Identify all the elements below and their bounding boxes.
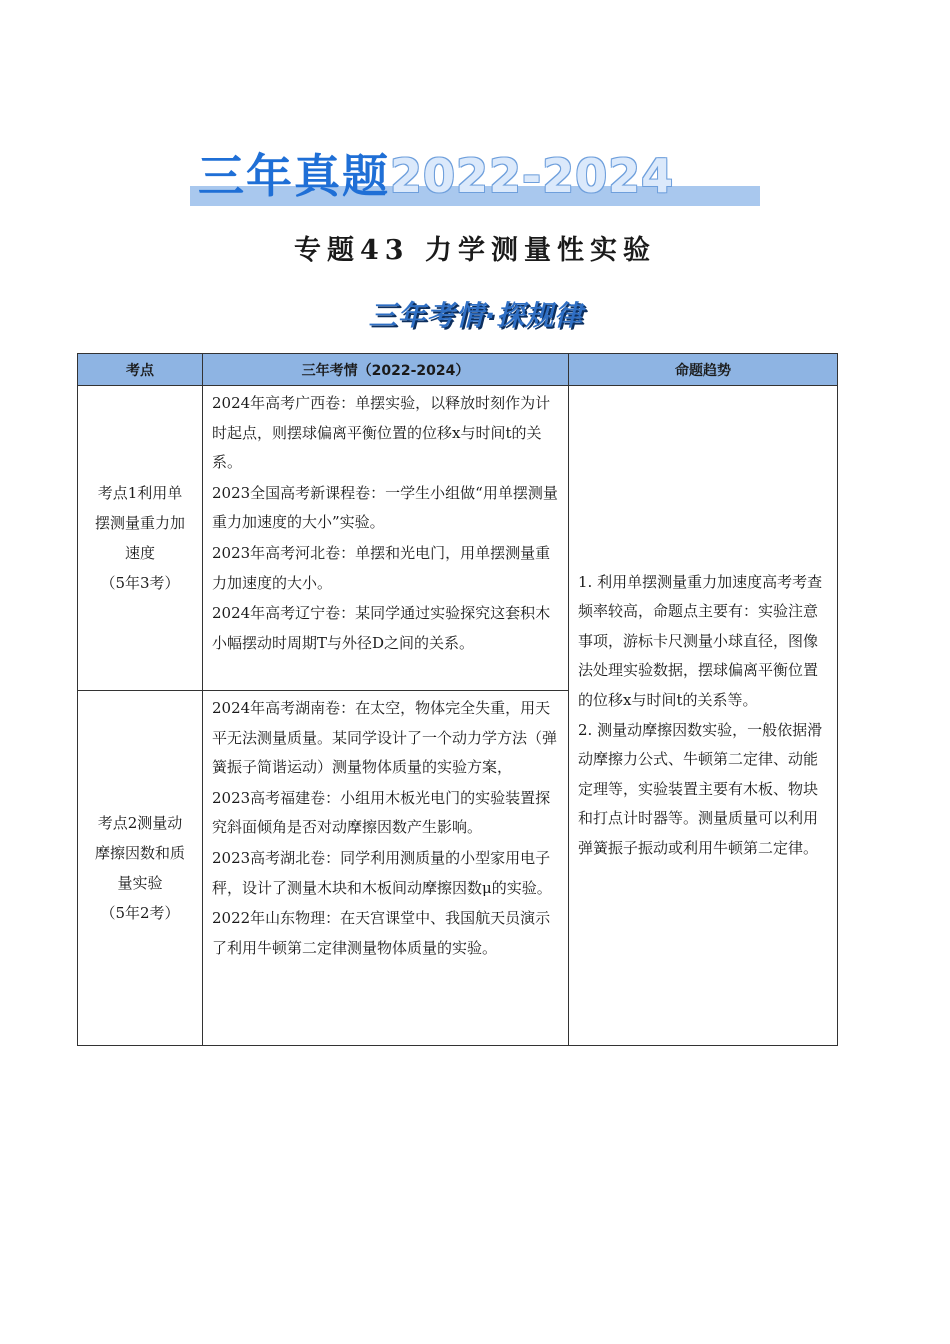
exam-entry: 2024年高考辽宁卷：某同学通过实验探究这套积木小幅摆动时周期T与外径D之间的关系。 (212, 604, 551, 652)
header-exams: 三年考情（2022-2024） (203, 354, 569, 386)
header-point: 考点 (78, 354, 203, 386)
exam-point-line: 考点2测量动 (97, 814, 183, 832)
exam-point-count: （5年3考） (100, 574, 180, 592)
subtitle: 三年考情·探规律 (368, 299, 584, 332)
trend-paragraph: 2. 测量动摩擦因数实验，一般依据滑动摩擦力公式、牛顿第二定律、动能定理等，实验装置主要有木板、物块和打点计时器等。测量质量可以利用弹簧振子振动或利用牛顿第二定律。 (578, 720, 823, 857)
exam-entry: 2024年高考湖南卷：在太空，物体完全失重，用天平无法测量质量。某同学设计了一个动力学方法（弹簧振子简谐运动）测量物体质量的实验方案， (212, 699, 558, 777)
exam-point-line: 速度 (124, 544, 155, 562)
exam-entry: 2023高考湖北卷：同学利用测质量的小型家用电子秤，设计了测量木块和木板间动摩擦因数μ的实验。 (212, 848, 552, 897)
banner-chinese: 三年真题 (198, 149, 390, 203)
exam-point-cell (78, 691, 203, 1046)
topic-title: 专题43 力学测量性实验 (294, 235, 656, 266)
exam-list-cell (203, 386, 569, 691)
table-header-row (78, 354, 838, 386)
exam-entry: 2023年高考河北卷：单摆和光电门，用单摆测量重力加速度的大小。 (212, 543, 551, 592)
exam-point-cell (78, 386, 203, 691)
exam-entry: 2023高考福建卷：小组用木板光电门的实验装置探究斜面倾角是否对动摩擦因数产生影响。 (212, 788, 551, 837)
subtitle-badge (330, 296, 622, 338)
exam-entry: 2023全国高考新课程卷：一学生小组做“用单摆测量重力加速度的大小”实验。 (212, 483, 558, 532)
title-banner (190, 148, 760, 208)
banner-years: 2022-2024 (390, 149, 675, 203)
exam-table (77, 353, 838, 1046)
trend-cell (569, 386, 838, 1046)
trend-paragraph: 1. 利用单摆测量重力加速度高考考查频率较高，命题点主要有：实验注意事项，游标卡尺测量小球直径，图像法处理实验数据，摆球偏离平衡位置的位移x与时间t的关系等。 (578, 572, 823, 709)
exam-entry: 2022年山东物理：在天宫课堂中、我国航天员演示了利用牛顿第二定律测量物体质量的实验。 (212, 909, 551, 957)
exam-point-count: （5年2考） (100, 904, 180, 922)
table-row (78, 386, 838, 691)
exam-point-line: 摆测量重力加 (94, 514, 185, 532)
exam-point-line: 考点1利用单 (97, 484, 183, 502)
exam-point-line: 量实验 (117, 874, 163, 892)
header-trend: 命题趋势 (569, 354, 838, 386)
exam-point-line: 摩擦因数和质 (94, 844, 185, 862)
banner-text (198, 148, 674, 204)
exam-list-cell (203, 691, 569, 1046)
exam-entry: 2024年高考广西卷：单摆实验，以释放时刻作为计时起点，则摆球偏离平衡位置的位移x与时间t的关系。 (212, 394, 551, 472)
